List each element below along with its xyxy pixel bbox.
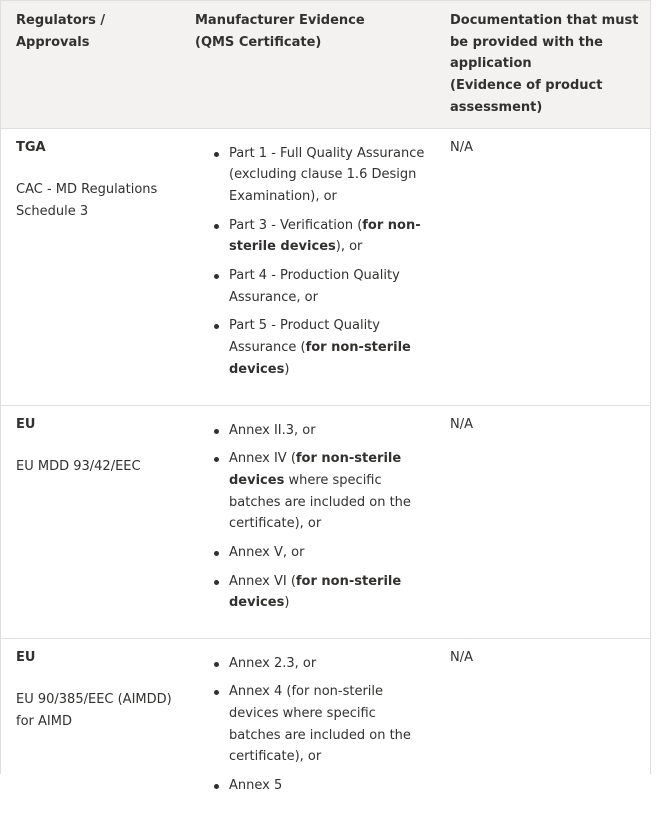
regulator-name: EU [16, 649, 36, 665]
evidence-list [195, 653, 427, 797]
regulation-name: EU 90/385/EEC (AIMDD) for AIMD [16, 692, 172, 729]
regulatory-approvals-table [1, 1, 650, 821]
regulator-cell [1, 638, 180, 821]
list-item [209, 542, 427, 564]
list-item [209, 448, 427, 535]
header-regulators-line: Regulators / [16, 13, 106, 28]
documentation-value: N/A [450, 649, 473, 665]
list-item [209, 653, 427, 675]
evidence-text: Annex V, or [229, 545, 305, 561]
regulation-name: CAC - MD Regulations Schedule 3 [16, 182, 158, 219]
evidence-cell [180, 405, 435, 638]
evidence-text: Annex IV ( [229, 451, 296, 467]
documentation-value: N/A [450, 416, 473, 432]
evidence-text: ) [284, 361, 290, 377]
list-item [209, 571, 427, 614]
evidence-text: ), or [335, 239, 363, 255]
evidence-list [195, 143, 427, 381]
list-item [209, 143, 427, 208]
regulator-name: EU [16, 416, 36, 432]
header-documentation [435, 1, 650, 128]
evidence-text: Annex II.3, or [229, 422, 316, 438]
header-evidence-line: (QMS Certificate) [195, 34, 322, 50]
evidence-text: Annex 2.3, or [229, 655, 317, 671]
header-regulators-line: Approvals [16, 34, 90, 50]
evidence-emphasis: for non-sterile devices [229, 217, 421, 255]
documentation-value: N/A [450, 139, 473, 155]
evidence-text: Part 1 - Full Quality Assurance (excluding clause 1.6 Design Examination), or [229, 145, 425, 204]
header-documentation-line: be provided with the [450, 34, 603, 50]
evidence-emphasis: for non-sterile devices [229, 340, 411, 377]
list-item [209, 775, 427, 797]
regulator-name: TGA [16, 139, 46, 155]
evidence-text: Part 3 - Verification ( [229, 217, 363, 233]
header-documentation-line: (Evidence of product [450, 78, 603, 94]
regulation-name: EU MDD 93/42/EEC [16, 459, 141, 475]
list-item [209, 265, 427, 308]
regulator-cell [1, 405, 180, 638]
documentation-cell [435, 638, 650, 821]
documentation-cell [435, 405, 650, 638]
list-item [209, 315, 427, 380]
list-item [209, 215, 427, 258]
header-evidence-line: Manufacturer Evidence [195, 13, 365, 28]
table-row [1, 128, 650, 405]
evidence-text: Annex 4 (for non-sterile devices where specific batches are included on the certificate), or [229, 684, 411, 765]
documentation-cell [435, 128, 650, 405]
evidence-emphasis: for non-sterile devices [229, 573, 402, 611]
header-documentation-line: application [450, 56, 532, 72]
evidence-text: where specific batches are included on the certificate), or [229, 472, 411, 532]
header-documentation-line: Documentation that must [450, 13, 639, 28]
list-item [209, 681, 427, 768]
evidence-cell [180, 638, 435, 821]
list-item [209, 420, 427, 442]
table-row [1, 638, 650, 821]
table-header-row [1, 1, 650, 128]
evidence-list [195, 420, 427, 615]
evidence-emphasis: for non-sterile devices [229, 451, 402, 488]
regulator-cell [1, 128, 180, 405]
evidence-text: Part 5 - Product Quality Assurance ( [229, 318, 380, 356]
evidence-text: Annex 5 [229, 778, 283, 794]
evidence-text: ) [284, 595, 290, 611]
evidence-cell [180, 128, 435, 405]
header-manufacturer-evidence [180, 1, 435, 128]
header-regulators [1, 1, 180, 128]
header-documentation-line: assessment) [450, 99, 543, 115]
evidence-text: Annex VI ( [229, 573, 296, 589]
table-row [1, 405, 650, 638]
evidence-text: Part 4 - Production Quality Assurance, or [229, 268, 400, 305]
